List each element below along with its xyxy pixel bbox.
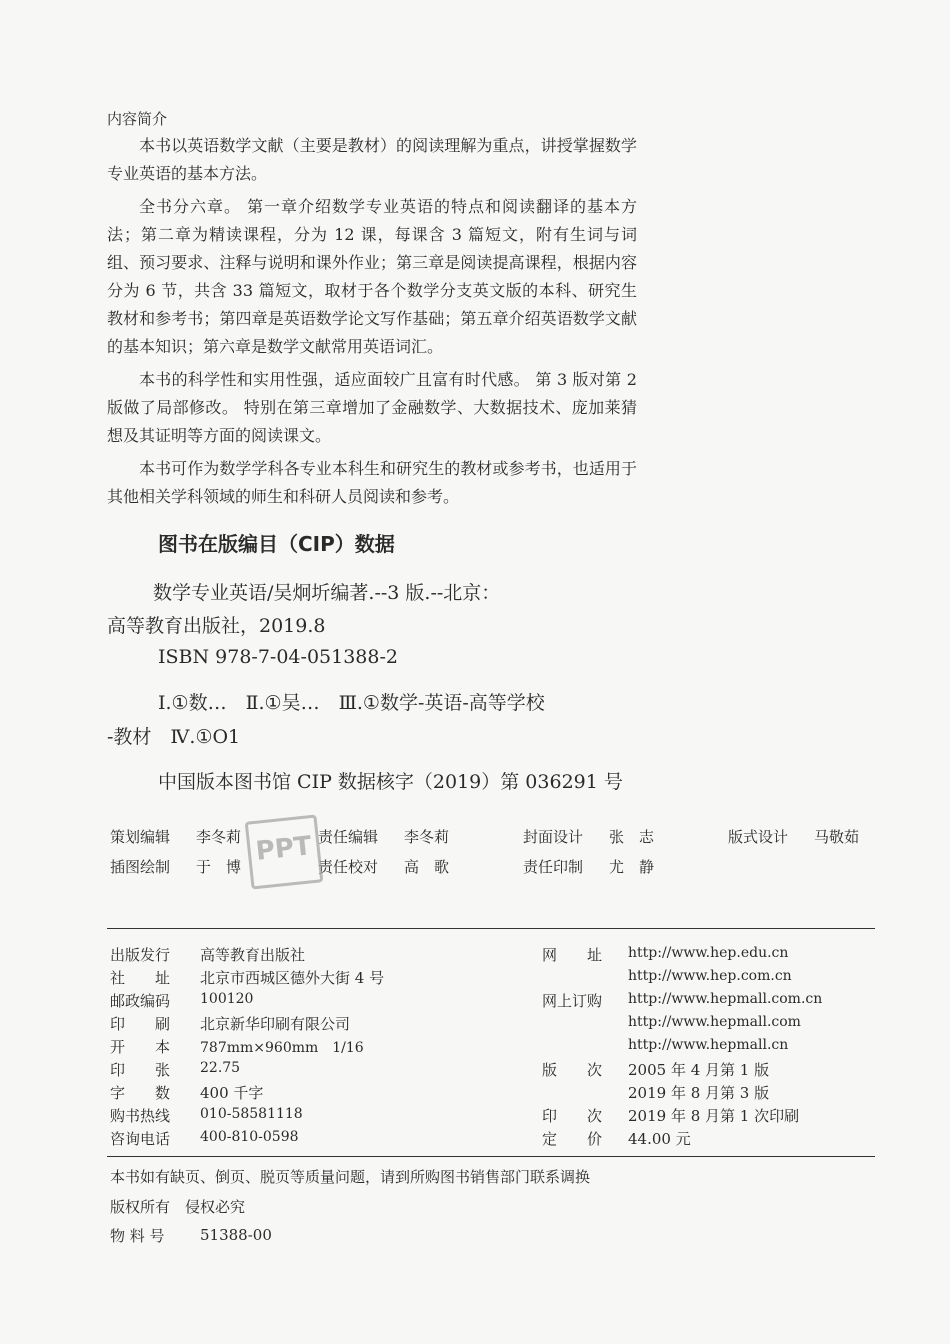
- cip-classification: Ⅰ.①数… Ⅱ.①吴… Ⅲ.①数学-英语-高等学校: [158, 692, 545, 714]
- info-label: 社 址: [110, 969, 171, 987]
- info-value: http://www.hep.edu.cn: [628, 945, 789, 961]
- info-value: http://www.hepmall.com.cn: [628, 991, 823, 1007]
- info-value: 高等教育出版社: [200, 946, 306, 964]
- staff-value: 张 志: [609, 828, 655, 846]
- staff-label: 责任印制: [523, 858, 584, 876]
- info-label: 咨询电话: [110, 1130, 171, 1148]
- intro-paragraph: 本书可作为数学学科各专业本科生和研究生的教材或参考书，也适用于其他相关学科领域的师生和科研人员阅读和参考。: [107, 459, 637, 506]
- info-label: 邮政编码: [110, 992, 171, 1010]
- info-value: http://www.hep.com.cn: [628, 968, 792, 984]
- library-stamp: PPT: [245, 814, 324, 889]
- cip-publisher-line: 高等教育出版社，2019.8: [107, 615, 326, 637]
- staff-value: 马敬茹: [814, 828, 860, 846]
- cip-isbn: ISBN 978-7-04-051388-2: [158, 646, 398, 668]
- cip-record-number: 中国版本图书馆 CIP 数据核字（2019）第 036291 号: [158, 771, 623, 793]
- info-value: http://www.hepmall.com: [628, 1014, 801, 1030]
- info-value: 2019 年 8 月第 1 次印刷: [628, 1107, 800, 1125]
- info-label: 网上订购: [542, 992, 603, 1010]
- divider-bottom: [107, 1156, 875, 1157]
- info-label: 开 本: [110, 1038, 171, 1056]
- staff-label: 封面设计: [523, 828, 584, 846]
- staff-label: 插图绘制: [110, 858, 171, 876]
- copyright-notice: 版权所有 侵权必究: [110, 1198, 246, 1216]
- info-value: 2019 年 8 月第 3 版: [628, 1084, 770, 1102]
- info-value: 北京新华印刷有限公司: [200, 1015, 351, 1033]
- material-number: 51388-00: [200, 1226, 272, 1244]
- info-label: 印 刷: [110, 1015, 171, 1033]
- info-value: http://www.hepmall.cn: [628, 1037, 789, 1053]
- staff-value: 李冬莉: [196, 828, 242, 846]
- info-value: 2005 年 4 月第 1 版: [628, 1061, 770, 1079]
- staff-label: 策划编辑: [110, 828, 171, 846]
- info-label: 印 次: [542, 1107, 603, 1125]
- quality-notice: 本书如有缺页、倒页、脱页等质量问题，请到所购图书销售部门联系调换: [110, 1168, 591, 1186]
- intro-paragraph: 本书的科学性和实用性强，适应面较广且富有时代感。 第 3 版对第 2 版做了局部修改。 特别在第三章增加了金融数学、大数据技术、庞加莱猜想及其证明等方面的阅读课文。: [107, 370, 637, 445]
- info-value: 22.75: [200, 1060, 241, 1076]
- cip-title-line: 数学专业英语/吴炯圻编著.--3 版.--北京：: [153, 582, 501, 604]
- staff-label: 责任编辑: [318, 828, 379, 846]
- material-label: 物 料 号: [110, 1227, 165, 1245]
- info-label: 版 次: [542, 1061, 603, 1079]
- info-value: 100120: [200, 991, 254, 1007]
- staff-label: 责任校对: [318, 858, 379, 876]
- intro-body: [107, 132, 637, 516]
- staff-value: 李冬莉: [404, 828, 450, 846]
- info-label: 印 张: [110, 1061, 171, 1079]
- info-value: 010-58581118: [200, 1106, 303, 1122]
- staff-value: 高 歌: [404, 858, 450, 876]
- info-value: 44.00 元: [628, 1130, 691, 1148]
- staff-value: 于 博: [196, 858, 242, 876]
- info-label: 出版发行: [110, 946, 171, 964]
- cip-heading: 图书在版编目（CIP）数据: [158, 532, 395, 556]
- cip-classification-cont: -教材 Ⅳ.①O1: [107, 726, 241, 748]
- info-value: 400-810-0598: [200, 1129, 299, 1145]
- divider-top: [107, 928, 875, 929]
- info-value: 787mm×960mm 1/16: [200, 1040, 364, 1056]
- staff-label: 版式设计: [728, 828, 789, 846]
- intro-title: 内容简介: [107, 110, 168, 128]
- info-label: 定 价: [542, 1130, 603, 1148]
- info-value: 400 千字: [200, 1084, 264, 1102]
- info-label: 网 址: [542, 946, 603, 964]
- info-value: 北京市西城区德外大街 4 号: [200, 969, 385, 987]
- info-label: 购书热线: [110, 1107, 171, 1125]
- info-label: 字 数: [110, 1084, 171, 1102]
- intro-paragraph: 本书以英语数学文献（主要是教材）的阅读理解为重点，讲授掌握数学专业英语的基本方法。: [107, 136, 637, 183]
- staff-value: 尤 静: [609, 858, 655, 876]
- intro-paragraph: 全书分六章。 第一章介绍数学专业英语的特点和阅读翻译的基本方法；第二章为精读课程，分为 12 课，每课含 3 篇短文，附有生词与词组、预习要求、注释与说明和课外作业；第三章是阅读提高课程，根据内容分为 6 节，共含 33 篇短文，取材于各个数学分支英文版的本科、研究生教材和参考书；第四章是英语数学论文写作基础；第五章介绍英语数学文献的基本知识；第六章是数学文献常用英语词汇。: [107, 197, 637, 356]
